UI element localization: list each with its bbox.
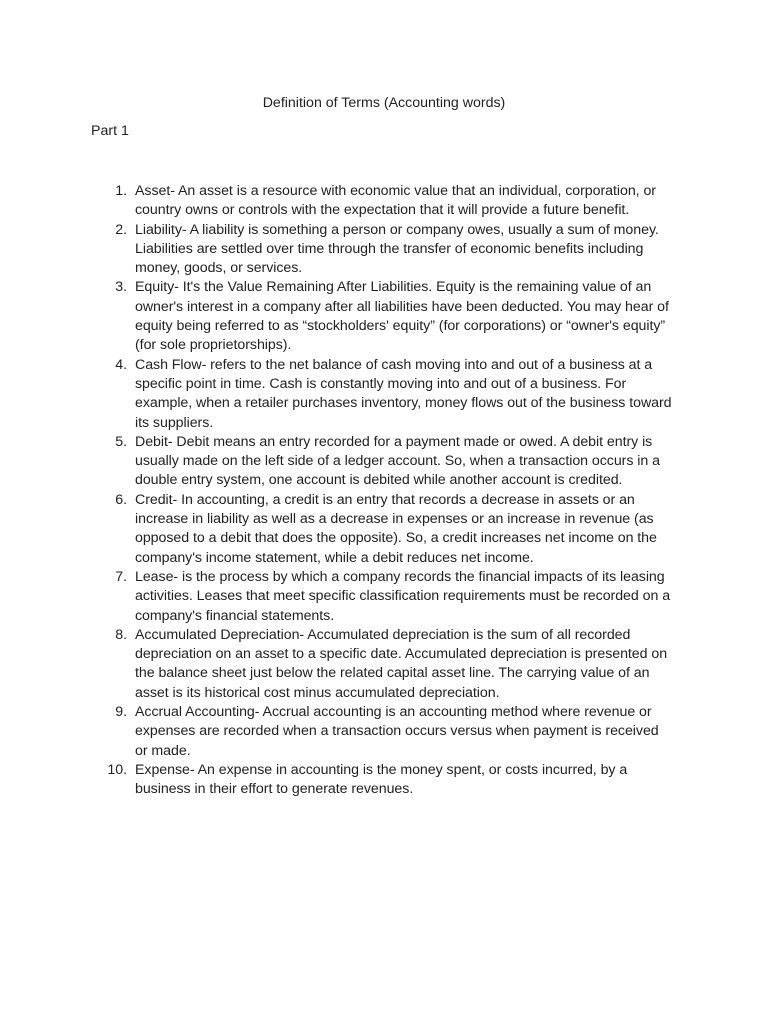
list-number: 10. [107,761,127,778]
list-number: 1. [115,183,127,199]
term-definition: Liability- A liability is something a person or company owes, usually a sum of money. Liabilities are settled over time through the transfer of economic benefits including money, goods, or services. [135,221,659,277]
term-definition: Accumulated Depreciation- Accumulated depreciation is the sum of all recorded depreciation on an asset to a specific date. Accumulated depreciation is presented on the balance sheet just below the related capital asset line. The carrying value of an asset is its historical cost minus accumulated depreciation. [135,626,668,701]
list-item [0,703,675,761]
list-item [0,221,675,279]
section-label: Part 1 [91,123,129,139]
term-definition: Accrual Accounting- Accrual accounting is an accounting method where revenue or expenses are recorded when a transaction occurs versus when payment is received or made. [135,704,659,759]
list-item [0,761,675,800]
term-definition: Lease- is the process by which a company records the financial impacts of its leasing activities. Leases that meet specific classification requirements must be recorded on a company's financial statements. [135,568,671,624]
term-definition: Expense- An expense in accounting is the money spent, or costs incurred, by a business in their effort to generate revenues. [135,761,628,798]
term-definition: Equity- It's the Value Remaining After Liabilities. Equity is the remaining value of an owner's interest in a company after all liabilities have been deducted. You may hear of equity being referred to as “stockholders' equity” (for corporations) or “owner's equity” (for sole proprietorships). [135,279,669,354]
list-item [0,568,675,626]
list-item [0,356,675,433]
list-number: 4. [115,356,127,373]
list-number: 5. [115,433,127,450]
term-definition: Cash Flow- refers to the net balance of cash moving into and out of a business at a specific point in time. Cash is constantly moving into and out of a business. For example, when a retailer purchases inventory, money flows out of the business toward its suppliers. [135,356,672,431]
list-number: 9. [115,704,127,721]
list-number: 7. [115,568,127,585]
list-item [0,626,675,703]
list-item [0,433,675,491]
list-item [0,278,675,355]
terms-list [0,182,768,800]
list-item [0,491,675,568]
term-definition: Credit- In accounting, a credit is an entry that records a decrease in assets or an increase in liability as well as a decrease in expenses or an increase in revenue (as opposed to a debit that does the opposite). So, a credit increases net income on the company's income statement, while a debit reduces net income. [135,491,657,566]
list-number: 2. [115,221,127,238]
list-item [0,182,675,221]
term-definition: Asset- An asset is a resource with economic value that an individual, corporation, or country owns or controls with the expectation that it will provide a future benefit. [135,183,656,219]
list-number: 6. [115,491,127,508]
document-title: Definition of Terms (Accounting words) [262,95,506,111]
list-number: 8. [115,626,127,643]
term-definition: Debit- Debit means an entry recorded for a payment made or owed. A debit entry is usually made on the left side of a ledger account. So, when a transaction occurs in a double entry system, one account is debited while another account is credited. [135,433,660,489]
list-number: 3. [115,279,127,296]
